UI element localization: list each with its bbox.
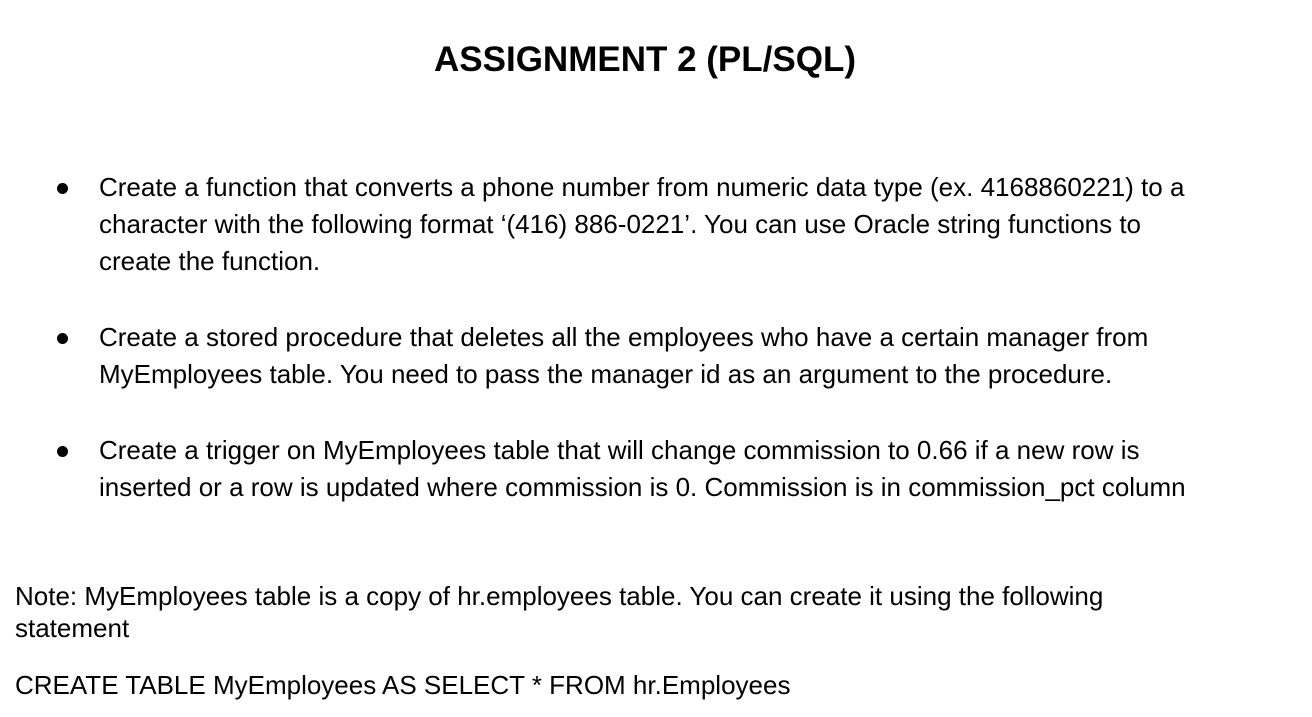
bullet-line: create the function.	[99, 246, 321, 276]
bullet-icon	[57, 333, 68, 344]
bullet-line: inserted or a row is updated where commission is 0. Commission is in commission_pct column	[99, 472, 1186, 502]
bullet-line: Create a stored procedure that deletes all the employees who have a certain manager from	[99, 322, 1149, 352]
note-line: Note: MyEmployees table is a copy of hr.employees table. You can create it using the following	[15, 581, 1104, 611]
bullet-line: Create a function that converts a phone number from numeric data type (ex. 4168860221) to a	[99, 172, 1185, 202]
note-line: statement	[15, 613, 130, 643]
bullet-text	[99, 319, 1299, 393]
bullet-text	[99, 432, 1299, 506]
note-paragraph	[15, 580, 1295, 644]
bullet-icon	[57, 446, 68, 457]
bullet-line: character with the following format ‘(416) 886-0221’. You can use Oracle string functions to	[99, 209, 1142, 239]
bullet-icon	[57, 183, 68, 194]
bullet-line: MyEmployees table. You need to pass the manager id as an argument to the procedure.	[99, 359, 1113, 389]
document-title: ASSIGNMENT 2 (PL/SQL)	[434, 40, 856, 79]
bullet-text	[99, 169, 1299, 280]
bullet-line: Create a trigger on MyEmployees table that will change commission to 0.66 if a new row is	[99, 435, 1140, 465]
sql-statement: CREATE TABLE MyEmployees AS SELECT * FROM hr.Employees	[15, 670, 791, 700]
